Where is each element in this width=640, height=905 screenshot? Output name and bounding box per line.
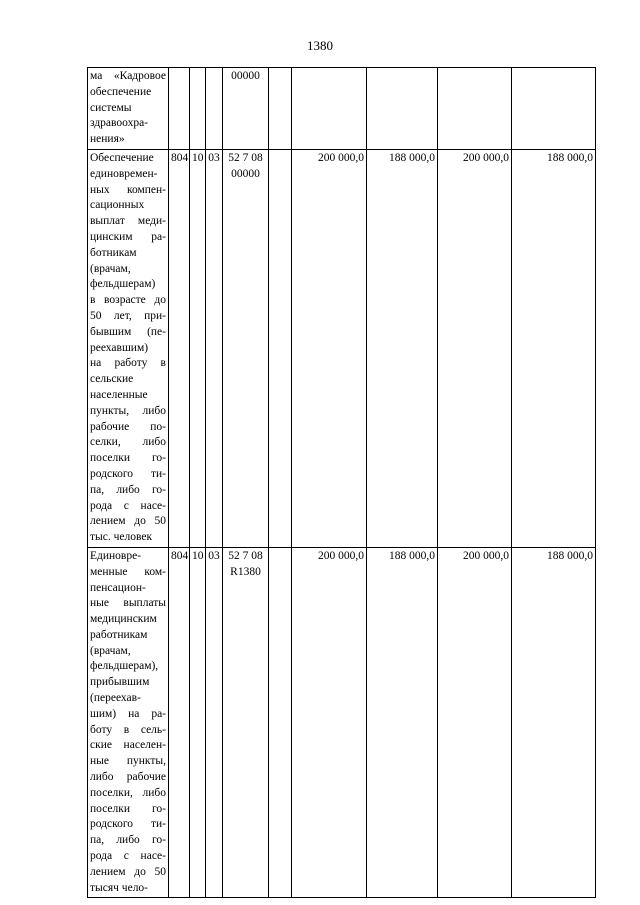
cell-line: тыс. человек (90, 531, 153, 544)
cell-line: пункты, либо (90, 404, 166, 417)
cell-line: селки, либо (90, 436, 166, 449)
expense-type-code (269, 68, 292, 150)
amount-3 (438, 68, 512, 150)
target-article-code (223, 149, 269, 547)
cell-line: Обеспечение (90, 151, 154, 164)
amount-2 (367, 68, 438, 150)
cell-line: родского ти- (90, 467, 166, 480)
amount-4 (512, 68, 596, 150)
subsection-code: 03 (206, 149, 223, 547)
cell-line: фельдшерам), (90, 660, 159, 673)
cell-line: ных компен- (90, 183, 166, 196)
cell-line: медицинским (90, 613, 157, 626)
cell-line: па, либо го- (90, 834, 166, 847)
section-code (190, 68, 206, 150)
cell-line: 50 лет, при- (90, 309, 166, 322)
cell-line: реехавшим) (90, 341, 149, 354)
cell-line: рода с насе- (90, 499, 166, 512)
cell-line: либо рабочие (90, 771, 166, 784)
amount-2: 188 000,0 (367, 547, 438, 898)
cell-line: единовремен- (90, 167, 158, 180)
amount-1: 200 000,0 (292, 547, 367, 898)
cell-line: нения» (90, 133, 125, 146)
target-article-code (223, 68, 269, 150)
cell-line: лением до 50 (90, 515, 166, 528)
ministry-code (169, 68, 190, 150)
cell-line: 52 7 08 (228, 151, 263, 164)
cell-line: боту в сель- (90, 723, 166, 736)
expense-type-code (269, 149, 292, 547)
amount-1 (292, 68, 367, 150)
subsection-code: 03 (206, 547, 223, 898)
cell-line: па, либо го- (90, 483, 166, 496)
cell-line: шим) на ра- (90, 707, 166, 720)
cell-line: Единовре- (90, 549, 142, 562)
cell-line: поселки, либо (90, 786, 166, 799)
cell-line: системы (90, 101, 132, 114)
cell-line: ботникам (90, 246, 137, 259)
expense-type-code (269, 547, 292, 898)
cell-line: населенные (90, 388, 148, 401)
cell-line: в возрасте до (90, 294, 166, 307)
cell-line: R1380 (230, 565, 261, 578)
cell-line: рабочие по- (90, 420, 166, 433)
section-code: 10 (190, 149, 206, 547)
cell-line: здравоохра- (90, 117, 149, 130)
table-body (88, 68, 596, 898)
amount-3: 200 000,0 (438, 149, 512, 547)
cell-line: ские населен- (90, 739, 166, 752)
cell-line: бывшим (пе- (90, 325, 166, 338)
cell-line: ма «Кадровое (90, 70, 166, 82)
cell-line: прибывшим (90, 676, 150, 689)
amount-2: 188 000,0 (367, 149, 438, 547)
cell-line: сационных (90, 199, 145, 212)
cell-line: родского ти- (90, 818, 166, 831)
cell-line: пенсацион- (90, 581, 146, 594)
cell-line: лением до 50 (90, 865, 166, 878)
amount-3: 200 000,0 (438, 547, 512, 898)
ministry-code: 804 (169, 547, 190, 898)
cell-line: 52 7 08 (228, 549, 263, 562)
budget-table (87, 67, 596, 898)
table-row (88, 547, 596, 898)
cell-line: сельские (90, 373, 134, 386)
cell-line: рода с насе- (90, 850, 166, 863)
ministry-code: 804 (169, 149, 190, 547)
cell-line: фельдшерам) (90, 278, 156, 291)
amount-4: 188 000,0 (512, 149, 596, 547)
target-article-code (223, 547, 269, 898)
cell-line: (врачам, (90, 262, 131, 275)
row-description (88, 149, 169, 547)
cell-line: работникам (90, 628, 148, 641)
cell-line: 00000 (231, 167, 260, 180)
cell-line: выплат меди- (90, 215, 166, 228)
cell-line: поселки го- (90, 452, 166, 465)
row-description (88, 547, 169, 898)
cell-line: на работу в (90, 357, 166, 370)
amount-4: 188 000,0 (512, 547, 596, 898)
cell-line: менные ком- (90, 565, 166, 578)
cell-line: цинским ра- (90, 230, 166, 243)
page-number: 1380 (307, 38, 333, 53)
table-row (88, 68, 596, 150)
cell-line: (врачам, (90, 644, 131, 657)
row-description (88, 68, 169, 150)
cell-line: обеспечение (90, 85, 152, 98)
table-row (88, 149, 596, 547)
section-code: 10 (190, 547, 206, 898)
cell-line: ные пункты, (90, 755, 166, 768)
cell-line: ные выплаты (90, 597, 166, 610)
subsection-code (206, 68, 223, 150)
cell-line: (переехав- (90, 692, 141, 705)
cell-line: поселки го- (90, 802, 166, 815)
amount-1: 200 000,0 (292, 149, 367, 547)
cell-line: 00000 (231, 70, 260, 82)
cell-line: тысяч чело- (90, 881, 149, 894)
